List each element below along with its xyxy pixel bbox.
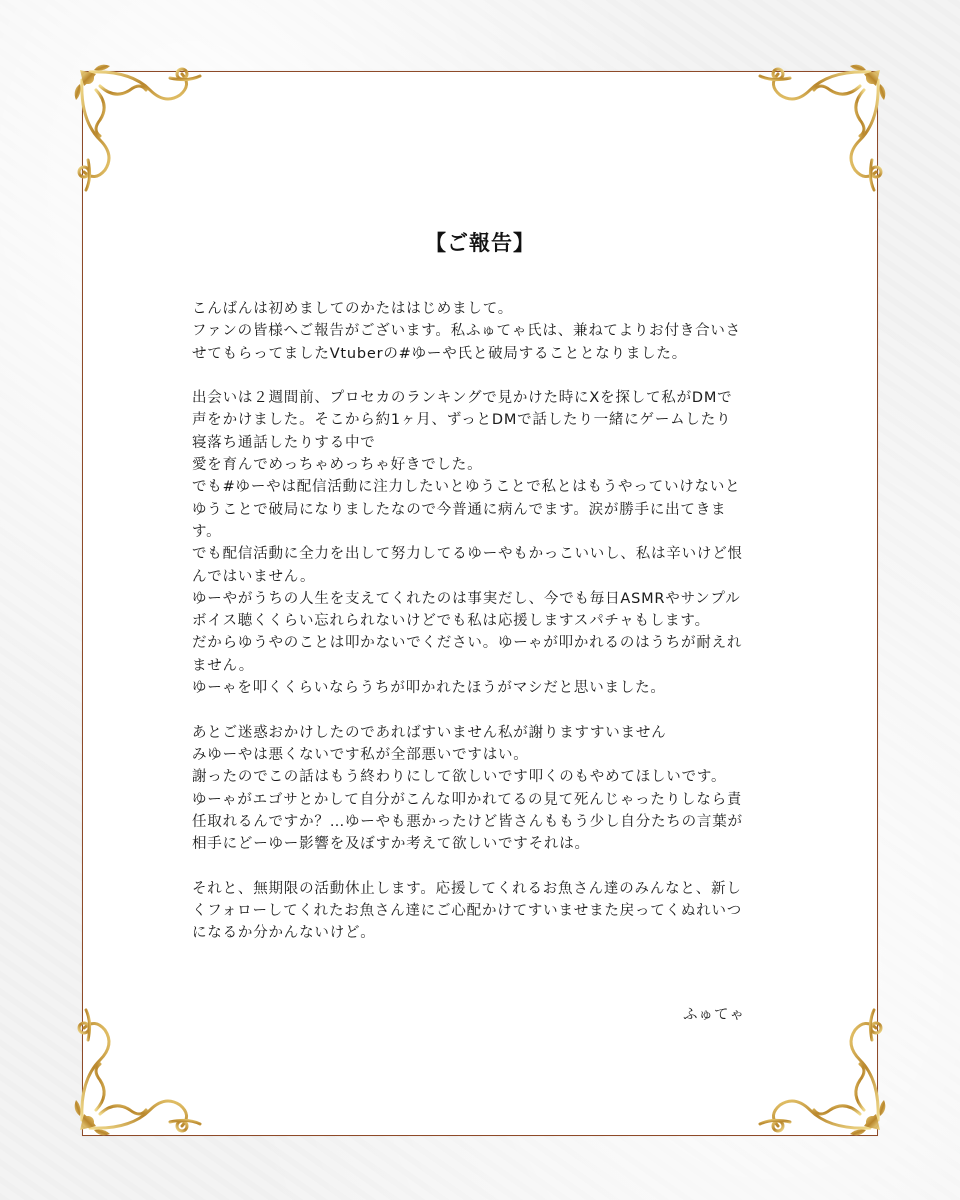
body-line: 出会いは２週間前、プロセカのランキングで見かけた時にXを探して私がDMで	[192, 390, 733, 407]
signature: ふゅてゃ	[683, 1007, 745, 1023]
body-line	[192, 855, 792, 877]
corner-ornament-bottom-left-icon	[70, 1000, 210, 1140]
body-line: でも#ゆーやは配信活動に注力したいとゆうことで私とはもうやっていけないと	[192, 479, 741, 496]
body-line: んではいません。	[192, 568, 316, 585]
body-line: 相手にどーゆー影響を及ぼすか考えて欲しいですそれは。	[192, 836, 590, 853]
body-line: ボイス聴くくらい忘れられないけどでも私は応援しますスパチャもします。	[192, 613, 710, 630]
body-line: こんばんは初めましてのかたははじめまして。	[192, 301, 514, 317]
body-line: 謝ったのでこの話はもう終わりにして欲しいです叩くのもやめてほしいです。	[192, 769, 727, 786]
corner-ornament-top-right-icon	[750, 60, 890, 200]
body-line: だからゆうやのことは叩かないでください。ゆーゃが叩かれるのはうちが耐えれ	[192, 635, 743, 652]
body-line: になるか分かんないけど。	[192, 925, 376, 942]
body-line: くフォローしてくれたお魚さん達にご心配かけてすいませまた戻ってくぬれいつ	[192, 903, 743, 920]
body-line: ゆーゃがエゴサとかして自分がこんな叩かれてるの見て死んじゃったりしなら責	[192, 791, 743, 808]
body-line: ゆーゃを叩くくらいならうちが叩かれたほうがマシだと思いました。	[192, 680, 666, 697]
corner-ornament-top-left-icon	[70, 60, 210, 200]
body-line: せてもらってましたVtuberの#ゆーや氏と破局することとなりました。	[192, 345, 688, 362]
body-line: ゆーやがうちの人生を支えてくれたのは事実だし、今でも毎日ASMRやサンプル	[192, 590, 741, 607]
body-line: それと、無期限の活動休止します。応援してくれるお魚さん達のみんなと、新し	[192, 880, 742, 897]
body-line: 声をかけました。そこから約1ヶ月、ずっとDMで話したり一緒にゲームしたり	[192, 412, 732, 429]
body-line	[192, 365, 792, 387]
letter-title: 【ご報告】	[425, 231, 535, 255]
letter-body	[192, 298, 792, 945]
body-line: 寝落ち通話したりする中で	[192, 434, 376, 451]
body-line: みゆーやは悪くないです私が全部悪いですはい。	[192, 746, 529, 763]
corner-ornament-bottom-right-icon	[750, 1000, 890, 1140]
body-line: す。	[192, 523, 222, 540]
body-line: ません。	[192, 657, 255, 674]
body-line: あとご迷惑おかけしたのであればすいません私が謝りますすいません	[192, 724, 667, 741]
body-line: ゆうことで破局になりましたなので今普通に病んでます。涙が勝手に出てきま	[192, 501, 727, 518]
body-line: 愛を育んでめっちゃめっちゃ好きでした。	[192, 457, 483, 474]
body-line: ファンの皆様へご報告がございます。私ふゅてゃ氏は、兼ねてよりお付き合いさ	[192, 323, 741, 340]
body-line	[192, 699, 792, 721]
body-line: でも配信活動に全力を出して努力してるゆーやもかっこいいし、私は辛いけど恨	[192, 546, 743, 563]
body-line: 任取れるんですか？…ゆーやも悪かったけど皆さんももう少し自分たちの言葉が	[192, 813, 743, 830]
